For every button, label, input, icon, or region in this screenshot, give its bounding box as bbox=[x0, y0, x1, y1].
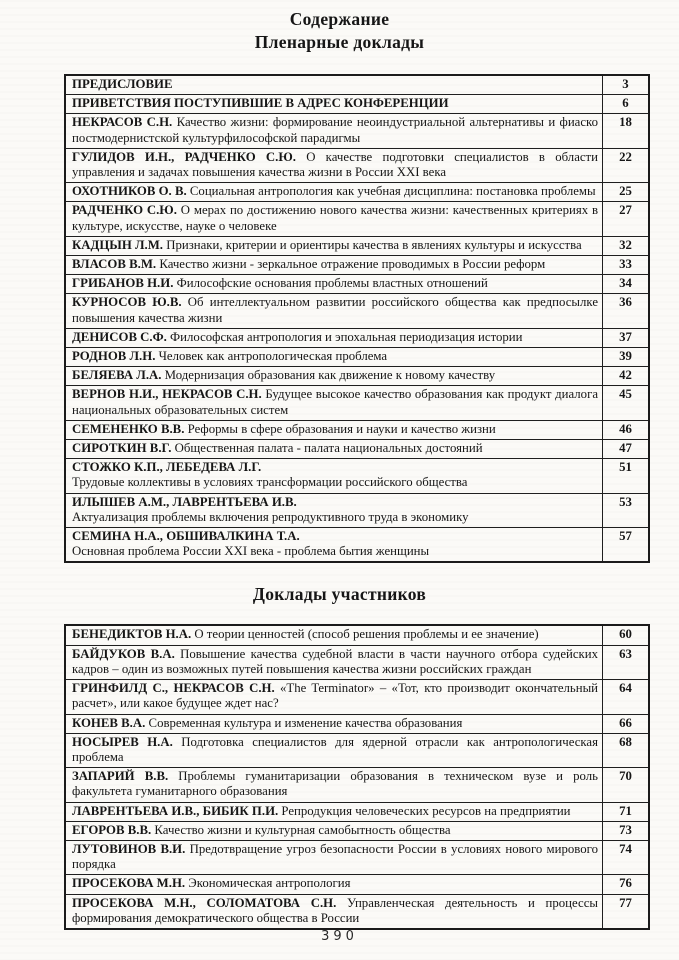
entry-authors: ЕГОРОВ В.В. bbox=[72, 822, 152, 837]
entry-text-cell bbox=[65, 95, 603, 114]
entry-page-number: 47 bbox=[603, 440, 650, 459]
toc-row bbox=[65, 148, 649, 182]
entry-title: Модернизация образования как движение к новому качеству bbox=[161, 368, 496, 383]
entry-authors: ВЕРНОВ Н.И., НЕКРАСОВ С.Н. bbox=[72, 387, 262, 402]
document-title: Содержание bbox=[289, 9, 390, 29]
entry-text-cell bbox=[65, 821, 603, 840]
toc-row bbox=[65, 328, 649, 347]
entry-text-cell bbox=[65, 802, 603, 821]
toc-row bbox=[65, 493, 649, 527]
entry-authors: ПРОСЕКОВА М.Н. bbox=[72, 876, 186, 891]
entry-page-number: 74 bbox=[603, 840, 650, 874]
entry-title: О теории ценностей (способ решения проблемы и ее значение) bbox=[191, 627, 539, 642]
toc-row bbox=[65, 256, 649, 275]
toc-row bbox=[65, 386, 649, 420]
toc-row bbox=[65, 294, 649, 328]
entry-page-number: 64 bbox=[603, 680, 650, 714]
entry-text-cell bbox=[65, 202, 603, 236]
entry-title: Трудовые коллективы в условиях трансформации российского общества bbox=[72, 475, 468, 490]
toc-row bbox=[65, 183, 649, 202]
entry-page-number: 46 bbox=[603, 420, 650, 439]
entry-title: Подготовка специалистов для ядерной отрасли как антропологическая проблема bbox=[72, 734, 598, 764]
entry-title: Об интеллектуальном развитии российского общества как предпосылке повышения качества жизни bbox=[72, 295, 598, 325]
entry-authors: РАДЧЕНКО С.Ю. bbox=[72, 203, 177, 218]
entry-page-number: 77 bbox=[603, 894, 650, 929]
entry-page-number: 33 bbox=[603, 256, 650, 275]
entry-page-number: 60 bbox=[603, 625, 650, 645]
entry-title: Качество жизни: формирование неоиндустриальной альтернативы и фиаско постмодернистской культурфилософской парадигмы bbox=[72, 115, 598, 145]
entry-page-number: 6 bbox=[603, 95, 650, 114]
entry-authors: СЕМИНА Н.А., ОБШИВАЛКИНА Т.А. bbox=[72, 529, 300, 544]
entry-page-number: 42 bbox=[603, 367, 650, 386]
entry-text-cell bbox=[65, 733, 603, 767]
entry-authors: НЕКРАСОВ С.Н. bbox=[72, 115, 173, 130]
entry-authors: СТОЖКО К.П., ЛЕБЕДЕВА Л.Г. bbox=[72, 460, 262, 475]
entry-title: О мерах по достижению нового качества жизни: качественных критериях в культуре, искусстве, науке о человеке bbox=[72, 203, 598, 233]
entry-page-number: 45 bbox=[603, 386, 650, 420]
entry-page-number: 39 bbox=[603, 348, 650, 367]
entry-text-cell bbox=[65, 386, 603, 420]
entry-authors: ГУЛИДОВ И.Н., РАДЧЕНКО С.Ю. bbox=[72, 149, 296, 164]
entry-title: Повышение качества судебной власти в части научного отбора судейских кадров – один из возможных путей повышения качества жизни российских граждан bbox=[72, 646, 598, 676]
entry-authors: ЛУТОВИНОВ В.И. bbox=[72, 841, 186, 856]
entry-title: Философская антропология и эпохальная периодизация истории bbox=[166, 329, 523, 344]
entry-authors: ПРОСЕКОВА М.Н., СОЛОМАТОВА С.Н. bbox=[72, 895, 337, 910]
entry-title: Предотвращение угроз безопасности России в условиях нового мирового порядка bbox=[72, 841, 598, 872]
entry-authors: СЕМЕНЕНКО В.В. bbox=[72, 421, 185, 436]
entry-text-cell bbox=[65, 440, 603, 459]
entry-text-cell bbox=[65, 328, 603, 347]
toc-row bbox=[65, 440, 649, 459]
entry-page-number: 36 bbox=[603, 294, 650, 328]
entry-title: Признаки, критерии и ориентиры качества в явлениях культуры и искусства bbox=[163, 237, 582, 252]
entry-authors: ПРЕДИСЛОВИЕ bbox=[72, 77, 173, 91]
entry-text-cell bbox=[65, 625, 603, 645]
entry-page-number: 57 bbox=[603, 528, 650, 563]
participants-table-body bbox=[65, 625, 649, 928]
entry-authors: СИРОТКИН В.Г. bbox=[72, 441, 172, 456]
entry-title: Репродукция человеческих ресурсов на предприятии bbox=[278, 803, 571, 818]
entry-authors: КУРНОСОВ Ю.В. bbox=[72, 295, 182, 310]
entry-authors: БАЙДУКОВ В.А. bbox=[72, 646, 175, 661]
entry-text-cell bbox=[65, 367, 603, 386]
plenary-table-body bbox=[65, 75, 649, 562]
entry-page-number: 32 bbox=[603, 236, 650, 255]
entry-text-cell bbox=[65, 840, 603, 874]
toc-row bbox=[65, 821, 649, 840]
toc-row bbox=[65, 714, 649, 733]
toc-row bbox=[65, 894, 649, 929]
toc-row bbox=[65, 680, 649, 714]
entry-text-cell bbox=[65, 894, 603, 929]
entry-title: О качестве подготовки специалистов в области управления и задачах повышения качества жизни в России XXI века bbox=[72, 149, 598, 180]
entry-text-cell bbox=[65, 768, 603, 802]
entry-page-number: 25 bbox=[603, 183, 650, 202]
entry-text-cell bbox=[65, 294, 603, 328]
plenary-table bbox=[64, 74, 650, 563]
entry-page-number: 3 bbox=[603, 75, 650, 95]
toc-row bbox=[65, 733, 649, 767]
entry-text-cell bbox=[65, 459, 603, 493]
entry-authors: КОНЕВ В.А. bbox=[72, 715, 146, 730]
entry-page-number: 63 bbox=[603, 645, 650, 679]
toc-row bbox=[65, 367, 649, 386]
entry-text-cell bbox=[65, 875, 603, 894]
entry-title: Качество жизни - зеркальное отражение проводимых в России реформ bbox=[156, 257, 546, 272]
entry-text-cell bbox=[65, 493, 603, 527]
entry-text-cell bbox=[65, 148, 603, 182]
toc-row bbox=[65, 625, 649, 645]
entry-authors: ОХОТНИКОВ О. В. bbox=[72, 184, 187, 199]
entry-text-cell bbox=[65, 714, 603, 733]
entry-authors: ИЛЫШЕВ А.М., ЛАВРЕНТЬЕВА И.В. bbox=[72, 494, 297, 509]
toc-row bbox=[65, 75, 649, 95]
entry-page-number: 51 bbox=[603, 459, 650, 493]
entry-authors: РОДНОВ Л.Н. bbox=[72, 349, 156, 364]
toc-row bbox=[65, 275, 649, 294]
entry-title: Человек как антропологическая проблема bbox=[155, 349, 388, 364]
toc-row bbox=[65, 348, 649, 367]
entry-text-cell bbox=[65, 645, 603, 679]
entry-authors: ЗАПАРИЙ В.В. bbox=[72, 769, 169, 784]
entry-authors: ГРИНФИЛД С., НЕКРАСОВ С.Н. bbox=[72, 681, 275, 696]
section-heading-plenary: Пленарные доклады bbox=[254, 32, 425, 52]
entry-page-number: 37 bbox=[603, 328, 650, 347]
entry-page-number: 73 bbox=[603, 821, 650, 840]
entry-page-number: 70 bbox=[603, 768, 650, 802]
entry-title: Экономическая антропология bbox=[185, 876, 351, 891]
entry-title: Управленческая деятельность и процессы формирования демократического общества в России bbox=[72, 895, 598, 925]
entry-title: Основная проблема России XXI века - проблема бытия женщины bbox=[72, 544, 430, 559]
toc-row bbox=[65, 202, 649, 236]
entry-text-cell bbox=[65, 183, 603, 202]
entry-authors: КАДЦЫН Л.М. bbox=[72, 237, 164, 252]
toc-row bbox=[65, 768, 649, 802]
toc-row bbox=[65, 459, 649, 493]
entry-title: Социальная антропология как учебная дисциплина: постановка проблемы bbox=[186, 184, 596, 199]
entry-text-cell bbox=[65, 348, 603, 367]
entry-page-number: 27 bbox=[603, 202, 650, 236]
entry-page-number: 18 bbox=[603, 114, 650, 148]
toc-row bbox=[65, 95, 649, 114]
toc-row bbox=[65, 875, 649, 894]
entry-title: Реформы в сфере образования и науки и качество жизни bbox=[184, 421, 496, 436]
entry-authors: БЕНЕДИКТОВ Н.А. bbox=[72, 627, 192, 642]
entry-text-cell bbox=[65, 75, 603, 95]
toc-row bbox=[65, 840, 649, 874]
entry-title: Общественная палата - палата национальных достояний bbox=[171, 441, 483, 456]
entry-authors: БЕЛЯЕВА Л.А. bbox=[72, 368, 162, 383]
toc-row bbox=[65, 114, 649, 148]
participants-table bbox=[64, 624, 650, 929]
entry-authors: НОСЫРЕВ Н.А. bbox=[72, 734, 173, 749]
entry-title: Проблемы гуманитаризации образования в техническом вузе и роль факультета гуманитарного образования bbox=[72, 769, 598, 799]
entry-title: Качество жизни и культурная самобытность общества bbox=[151, 822, 451, 837]
page-number: 390 bbox=[321, 929, 358, 944]
entry-text-cell bbox=[65, 256, 603, 275]
entry-authors: ДЕНИСОВ С.Ф. bbox=[72, 329, 167, 344]
entry-text-cell bbox=[65, 420, 603, 439]
entry-text-cell bbox=[65, 275, 603, 294]
section-heading-participants: Доклады участников bbox=[252, 584, 427, 605]
toc-row bbox=[65, 420, 649, 439]
entry-page-number: 71 bbox=[603, 802, 650, 821]
entry-page-number: 76 bbox=[603, 875, 650, 894]
entry-title: «The Terminator» – «Тот, кто производит окончательный расчет», или какое будущее ждет нас? bbox=[72, 681, 599, 711]
entry-title: Актуализация проблемы включения репродуктивного труда в экономику bbox=[72, 509, 469, 524]
entry-page-number: 22 bbox=[603, 148, 650, 182]
toc-row bbox=[65, 236, 649, 255]
entry-title: Будущее высокое качество образования как продукт диалога национальных образовательных систем bbox=[72, 387, 599, 417]
entry-page-number: 66 bbox=[603, 714, 650, 733]
entry-text-cell bbox=[65, 114, 603, 148]
entry-text-cell bbox=[65, 680, 603, 714]
entry-page-number: 34 bbox=[603, 275, 650, 294]
entry-authors: ЛАВРЕНТЬЕВА И.В., БИБИК П.И. bbox=[72, 803, 279, 818]
entry-authors: ВЛАСОВ В.М. bbox=[72, 257, 157, 272]
entry-page-number: 53 bbox=[603, 493, 650, 527]
entry-text-cell bbox=[65, 528, 603, 563]
toc-row bbox=[65, 645, 649, 679]
entry-text-cell bbox=[65, 236, 603, 255]
entry-authors: ГРИБАНОВ Н.И. bbox=[72, 276, 174, 291]
entry-title: Философские основания проблемы властных отношений bbox=[173, 276, 488, 291]
entry-authors: ПРИВЕТСТВИЯ ПОСТУПИВШИЕ В АДРЕС КОНФЕРЕНЦИИ bbox=[72, 96, 449, 111]
entry-page-number: 68 bbox=[603, 733, 650, 767]
toc-row bbox=[65, 802, 649, 821]
entry-title: Современная культура и изменение качества образования bbox=[145, 715, 463, 730]
toc-row bbox=[65, 528, 649, 563]
